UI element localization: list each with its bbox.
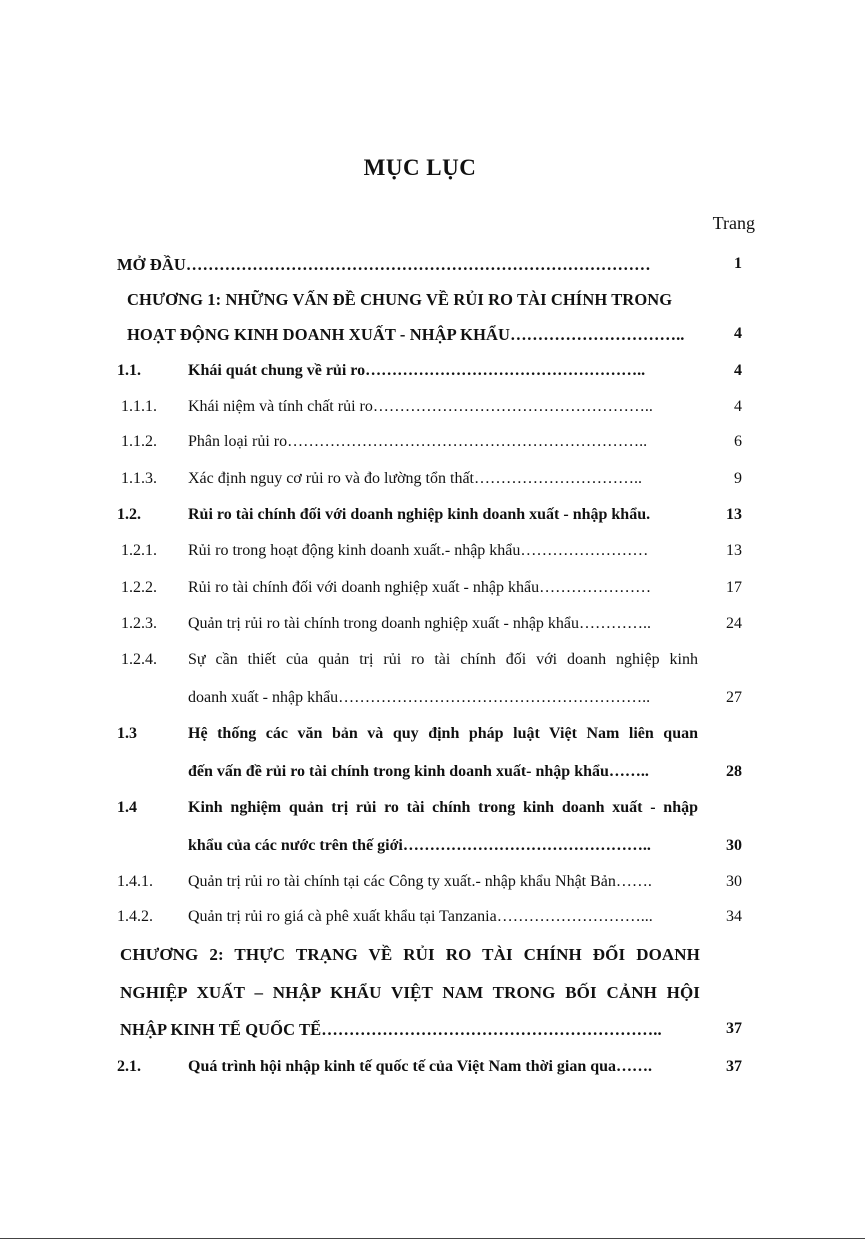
- entry-text: CHƯƠNG 1: NHỮNG VẤN ĐỀ CHUNG VỀ RỦI RO TÀI CHÍNH TRONG: [127, 290, 673, 309]
- entry-number: 2.1.: [117, 1058, 141, 1075]
- toc-entry: [0, 362, 865, 392]
- toc-entry: [0, 325, 865, 355]
- entry-text: MỞ ĐẦU…………………………………………………………………………: [117, 255, 651, 274]
- entry-number: 1.4: [117, 799, 137, 816]
- entry-text: Khái quát chung về rủi ro……………………………………………..: [188, 362, 646, 379]
- toc-title: MỤC LỤC: [363, 155, 477, 180]
- entry-page: 30: [726, 873, 742, 890]
- entry-page: 27: [726, 689, 742, 706]
- entry-number: 1.3: [117, 725, 137, 742]
- toc-entry: [0, 837, 865, 867]
- entry-number: 1.1.3.: [121, 470, 157, 487]
- entry-number: 1.4.1.: [117, 873, 153, 890]
- entry-text: Quản trị rủi ro tài chính trong doanh nghiệp xuất - nhập khẩu…………..: [188, 615, 652, 632]
- toc-entry: [0, 615, 865, 645]
- entry-text: Kinh nghiệm quản trị rủi ro tài chính trong kinh doanh xuất - nhập: [188, 799, 698, 816]
- entry-page: 30: [726, 837, 742, 854]
- toc-entry: [0, 579, 865, 609]
- entry-number: 1.2.2.: [121, 579, 157, 596]
- toc-entry: [0, 506, 865, 536]
- entry-number: 1.4.2.: [117, 908, 153, 925]
- entry-number: 1.2.3.: [121, 615, 157, 632]
- entry-number: 1.2.4.: [121, 651, 157, 668]
- entry-page: 17: [726, 579, 742, 596]
- entry-page: 28: [726, 763, 742, 780]
- entry-text: Quản trị rủi ro tài chính tại các Công ty xuất.- nhập khẩu Nhật Bản…….: [188, 873, 652, 890]
- entry-text: Rủi ro trong hoạt động kinh doanh xuất.- nhập khẩu……………………: [188, 542, 649, 559]
- entry-text: Rủi ro tài chính đối với doanh nghiệp xuất - nhập khẩu…………………: [188, 579, 652, 596]
- entry-number: 1.1.: [117, 362, 141, 379]
- entry-text: NHẬP KINH TẾ QUỐC TẾ……………………………………………………..: [120, 1020, 662, 1039]
- toc-entry: [0, 433, 865, 463]
- entry-page: 24: [726, 615, 742, 632]
- entry-page: 37: [726, 1058, 742, 1075]
- toc-entry: [0, 689, 865, 719]
- toc-entry: [0, 873, 865, 903]
- entry-page: 1: [734, 255, 742, 272]
- entry-page: 6: [734, 433, 742, 450]
- entry-number: 1.1.1.: [121, 398, 157, 415]
- entry-page: 37: [726, 1020, 742, 1037]
- toc-entry: [0, 799, 865, 829]
- entry-number: 1.1.2.: [121, 433, 157, 450]
- toc-entry: [0, 542, 865, 572]
- entry-text: Quá trình hội nhập kinh tế quốc tế của Việt Nam thời gian qua…….: [188, 1058, 653, 1075]
- toc-entry: [0, 908, 865, 938]
- entry-text: đến vấn đề rủi ro tài chính trong kinh doanh xuất- nhập khẩu……..: [188, 763, 649, 780]
- toc-entry: [0, 398, 865, 428]
- entry-page: 13: [726, 542, 742, 559]
- toc-entry: [0, 1058, 865, 1088]
- entry-page: 34: [726, 908, 742, 925]
- entry-page: 9: [734, 470, 742, 487]
- entry-page: 4: [734, 362, 742, 379]
- entry-text: Xác định nguy cơ rủi ro và đo lường tổn thất…………………………..: [188, 470, 642, 487]
- entry-text: doanh xuất - nhập khẩu…………………………………………………..: [188, 689, 651, 706]
- entry-text: khẩu của các nước trên thế giới………………………………………..: [188, 837, 651, 854]
- toc-entry: [0, 255, 865, 285]
- entry-text: HOẠT ĐỘNG KINH DOANH XUẤT - NHẬP KHẨU…………………………..: [127, 325, 685, 344]
- entry-text: NGHIỆP XUẤT – NHẬP KHẨU VIỆT NAM TRONG BỐI CẢNH HỘI: [120, 983, 700, 1002]
- entry-page: 4: [734, 325, 742, 342]
- toc-entry: [0, 983, 865, 1013]
- entry-text: Phân loại rủi ro…………………………………………………………..: [188, 433, 648, 450]
- entry-page: 13: [726, 506, 742, 523]
- entry-text: CHƯƠNG 2: THỰC TRẠNG VỀ RỦI RO TÀI CHÍNH ĐỐI DOANH: [120, 945, 700, 964]
- entry-text: Rủi ro tài chính đối với doanh nghiệp kinh doanh xuất - nhập khẩu.: [188, 506, 651, 523]
- toc-entry: [0, 725, 865, 755]
- page-column-header: Trang: [712, 213, 755, 233]
- entry-text: Sự cần thiết của quản trị rủi ro tài chính đối với doanh nghiệp kinh: [188, 651, 698, 668]
- toc-entry: [0, 1020, 865, 1050]
- page-bottom-rule: [0, 1238, 865, 1239]
- toc-entry: [0, 470, 865, 500]
- entry-page: 4: [734, 398, 742, 415]
- entry-text: Hệ thống các văn bản và quy định pháp luật Việt Nam liên quan: [188, 725, 698, 742]
- toc-entry: [0, 945, 865, 975]
- toc-entry: [0, 763, 865, 793]
- entry-text: Quản trị rủi ro giá cà phê xuất khẩu tại Tanzania………………………...: [188, 908, 653, 925]
- entry-number: 1.2.1.: [121, 542, 157, 559]
- toc-entry: [0, 290, 865, 320]
- entry-number: 1.2.: [117, 506, 141, 523]
- entry-text: Khái niệm và tính chất rủi ro……………………………………………..: [188, 398, 653, 415]
- toc-entry: [0, 651, 865, 681]
